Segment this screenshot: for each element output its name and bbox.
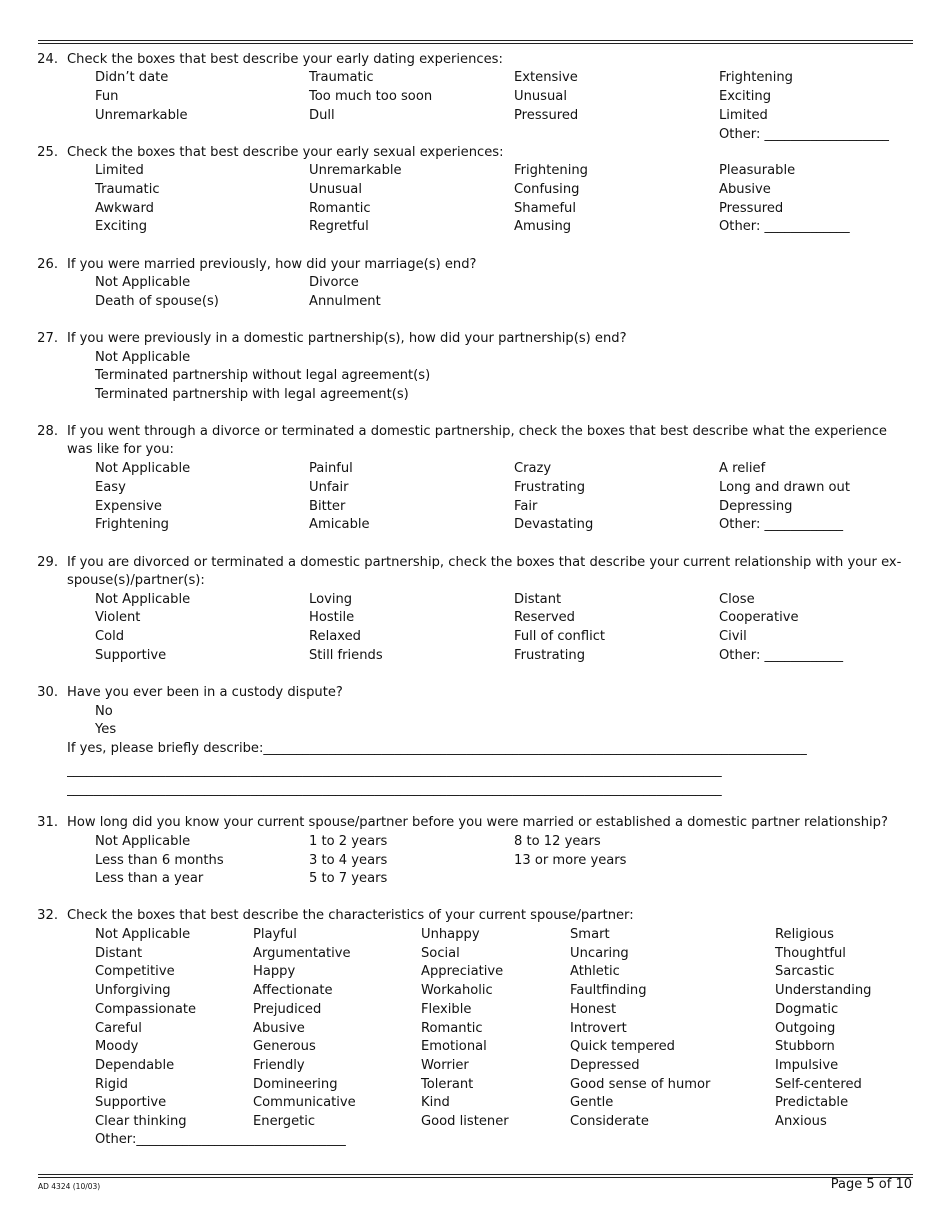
characteristic-option[interactable]: Social: [421, 945, 460, 961]
question-text: If you are divorced or terminated a domestic partnership, check the boxes that describe your current relationship with your ex-: [67, 555, 902, 570]
option[interactable]: Cold: [95, 629, 125, 644]
question-text: Have you ever been in a custody dispute?: [67, 685, 343, 700]
question-text: If you were previously in a domestic partnership(s), how did your partnership(s) end?: [67, 331, 627, 346]
characteristic-option[interactable]: Domineering: [253, 1076, 338, 1092]
characteristic-option[interactable]: Introvert: [570, 1020, 627, 1036]
option[interactable]: Extensive: [514, 70, 578, 85]
question-number: 25.: [37, 145, 58, 160]
characteristic-option[interactable]: Kind: [421, 1095, 450, 1111]
bottom-rule: [38, 1177, 913, 1178]
page-number: Page 5 of 10: [830, 1177, 912, 1192]
question-number: 31.: [37, 815, 58, 830]
question-text: If you were married previously, how did your marriage(s) end?: [67, 257, 477, 272]
characteristic-option[interactable]: Careful: [95, 1020, 142, 1036]
characteristic-option[interactable]: Quick tempered: [570, 1039, 675, 1055]
characteristic-option[interactable]: Workaholic: [421, 983, 493, 999]
question-number: 27.: [37, 331, 58, 346]
question-text: Check the boxes that best describe your early sexual experiences:: [67, 145, 504, 160]
characteristic-option[interactable]: Smart: [570, 927, 610, 942]
characteristic-option[interactable]: Energetic: [253, 1114, 316, 1129]
characteristic-option[interactable]: Honest: [570, 1001, 617, 1017]
option[interactable]: 13 or more years: [514, 853, 627, 868]
option[interactable]: 5 to 7 years: [309, 871, 388, 886]
other-field[interactable]: Other: ____________: [719, 648, 844, 663]
characteristic-option[interactable]: Predictable: [775, 1095, 849, 1111]
option[interactable]: Regretful: [309, 219, 369, 234]
option[interactable]: 1 to 2 years: [309, 834, 388, 849]
characteristic-option[interactable]: Uncaring: [570, 945, 629, 961]
option[interactable]: Bitter: [309, 499, 346, 514]
characteristic-option[interactable]: Flexible: [421, 1001, 472, 1017]
top-rule: [38, 40, 913, 41]
option[interactable]: Distant: [514, 592, 562, 607]
characteristic-option[interactable]: Depressed: [570, 1057, 640, 1073]
characteristic-option[interactable]: Moody: [95, 1039, 139, 1055]
option[interactable]: Civil: [719, 629, 747, 644]
option[interactable]: Didn’t date: [95, 70, 169, 85]
option[interactable]: Limited: [95, 163, 144, 178]
option[interactable]: Pleasurable: [719, 163, 796, 178]
characteristic-option[interactable]: Sarcastic: [775, 964, 835, 980]
option[interactable]: Fair: [514, 499, 538, 514]
characteristic-option[interactable]: Dependable: [95, 1057, 175, 1073]
option[interactable]: Not Applicable: [95, 275, 191, 290]
other-field[interactable]: Other: ____________: [719, 517, 844, 532]
characteristic-option[interactable]: Appreciative: [421, 964, 504, 980]
option[interactable]: Supportive: [95, 648, 167, 663]
question-text-continued: was like for you:: [67, 442, 174, 457]
question-number: 28.: [37, 424, 58, 439]
option[interactable]: Dull: [309, 108, 335, 123]
characteristic-option[interactable]: Compassionate: [95, 1001, 197, 1017]
option[interactable]: Still friends: [309, 648, 383, 663]
option[interactable]: Frustrating: [514, 648, 586, 663]
characteristic-option[interactable]: Self-centered: [775, 1076, 862, 1092]
option[interactable]: Close: [719, 592, 755, 607]
option-no[interactable]: No: [95, 704, 113, 719]
characteristic-option[interactable]: Tolerant: [421, 1076, 474, 1092]
option[interactable]: Loving: [309, 592, 353, 607]
option[interactable]: Awkward: [95, 201, 154, 216]
characteristic-option[interactable]: Argumentative: [253, 945, 351, 961]
option[interactable]: Exciting: [95, 219, 148, 234]
option[interactable]: Frightening: [95, 517, 169, 532]
describe-blank-line[interactable]: ____________________________________________________________________________________________________: [67, 782, 722, 797]
question-number: 26.: [37, 257, 58, 272]
option[interactable]: Not Applicable: [95, 592, 191, 607]
top-rule: [38, 43, 913, 44]
characteristic-option[interactable]: Gentle: [570, 1095, 614, 1111]
option[interactable]: Devastating: [514, 517, 594, 532]
characteristic-option[interactable]: Understanding: [775, 983, 872, 999]
characteristic-option[interactable]: Outgoing: [775, 1020, 836, 1036]
characteristic-option[interactable]: Religious: [775, 927, 834, 942]
characteristic-option[interactable]: Abusive: [253, 1020, 305, 1036]
option[interactable]: Amusing: [514, 219, 572, 234]
option[interactable]: Not Applicable: [95, 350, 191, 365]
option[interactable]: Relaxed: [309, 629, 361, 644]
describe-field[interactable]: If yes, please briefly describe:___________________________________________________________________________________: [67, 741, 807, 756]
option[interactable]: 8 to 12 years: [514, 834, 601, 849]
option[interactable]: Crazy: [514, 461, 552, 476]
option[interactable]: Terminated partnership without legal agreement(s): [95, 368, 431, 383]
characteristic-option[interactable]: Anxious: [775, 1114, 827, 1129]
option[interactable]: 3 to 4 years: [309, 853, 388, 868]
option[interactable]: Hostile: [309, 610, 355, 625]
option[interactable]: Expensive: [95, 499, 162, 514]
option[interactable]: Pressured: [719, 201, 784, 216]
option[interactable]: Less than 6 months: [95, 853, 224, 868]
option[interactable]: Unremarkable: [309, 163, 402, 178]
option[interactable]: Long and drawn out: [719, 480, 850, 495]
option[interactable]: Less than a year: [95, 871, 204, 886]
characteristic-option[interactable]: Emotional: [421, 1039, 487, 1055]
characteristic-option[interactable]: Generous: [253, 1039, 316, 1055]
question-number: 32.: [37, 908, 58, 923]
describe-blank-line[interactable]: ____________________________________________________________________________________________________: [67, 763, 722, 778]
question-text-continued: spouse(s)/partner(s):: [67, 573, 205, 588]
characteristic-option[interactable]: Faultfinding: [570, 983, 647, 999]
bottom-rule: [38, 1174, 913, 1175]
option[interactable]: Painful: [309, 461, 353, 476]
characteristic-option[interactable]: Good listener: [421, 1114, 509, 1129]
characteristic-option[interactable]: Dogmatic: [775, 1001, 839, 1017]
option[interactable]: Unremarkable: [95, 108, 188, 123]
characteristic-option[interactable]: Impulsive: [775, 1057, 839, 1073]
characteristic-option[interactable]: Affectionate: [253, 983, 333, 999]
characteristic-option[interactable]: Distant: [95, 945, 143, 961]
question-text: How long did you know your current spouse/partner before you were married or established a domestic partner relationship?: [67, 815, 888, 830]
question-text: Check the boxes that best describe your early dating experiences:: [67, 52, 503, 67]
characteristic-option[interactable]: Unhappy: [421, 927, 480, 942]
option[interactable]: Violent: [95, 610, 141, 625]
option[interactable]: Fun: [95, 89, 119, 104]
option[interactable]: Easy: [95, 480, 126, 495]
characteristic-option[interactable]: Thoughtful: [775, 945, 846, 961]
option[interactable]: Terminated partnership with legal agreement(s): [95, 387, 409, 402]
characteristic-option[interactable]: Considerate: [570, 1114, 649, 1129]
option[interactable]: Reserved: [514, 610, 575, 625]
option[interactable]: Abusive: [719, 182, 771, 197]
characteristic-option[interactable]: Competitive: [95, 964, 175, 980]
option[interactable]: Frustrating: [514, 480, 586, 495]
option[interactable]: Frightening: [514, 163, 588, 178]
option[interactable]: Pressured: [514, 108, 579, 123]
option[interactable]: Romantic: [309, 201, 371, 216]
option[interactable]: Not Applicable: [95, 461, 191, 476]
characteristic-option[interactable]: Happy: [253, 964, 296, 980]
option[interactable]: Cooperative: [719, 610, 799, 625]
characteristic-option[interactable]: Supportive: [95, 1095, 167, 1111]
option[interactable]: Traumatic: [95, 182, 160, 197]
question-number: 24.: [37, 52, 58, 67]
option[interactable]: Frightening: [719, 70, 793, 85]
option[interactable]: Limited: [719, 108, 768, 123]
option-yes[interactable]: Yes: [95, 722, 117, 737]
option[interactable]: Annulment: [309, 294, 381, 309]
question-number: 29.: [37, 555, 58, 570]
option[interactable]: Divorce: [309, 275, 359, 290]
option[interactable]: Amicable: [309, 517, 370, 532]
option[interactable]: Depressing: [719, 499, 793, 514]
question-number: 30.: [37, 685, 58, 700]
option[interactable]: Unusual: [309, 182, 362, 197]
other-field[interactable]: Other: _____________: [719, 219, 850, 234]
option[interactable]: Exciting: [719, 89, 772, 104]
option[interactable]: Confusing: [514, 182, 580, 197]
other-field[interactable]: Other: ___________________: [719, 127, 889, 142]
option[interactable]: A relief: [719, 461, 766, 476]
option[interactable]: Shameful: [514, 201, 576, 216]
characteristic-option[interactable]: Romantic: [421, 1020, 483, 1036]
form-id: AD 4324 (10/03): [38, 1182, 101, 1191]
option[interactable]: Not Applicable: [95, 834, 191, 849]
characteristic-option[interactable]: Friendly: [253, 1057, 305, 1073]
characteristic-option[interactable]: Clear thinking: [95, 1114, 187, 1129]
option[interactable]: Too much too soon: [309, 89, 433, 104]
characteristic-option[interactable]: Playful: [253, 927, 297, 942]
characteristic-option[interactable]: Not Applicable: [95, 927, 191, 942]
characteristic-option[interactable]: Worrier: [421, 1057, 469, 1073]
characteristic-option[interactable]: Athletic: [570, 964, 620, 980]
option[interactable]: Unfair: [309, 480, 349, 495]
option[interactable]: Death of spouse(s): [95, 294, 219, 309]
option[interactable]: Unusual: [514, 89, 567, 104]
question-text: Check the boxes that best describe the characteristics of your current spouse/partner:: [67, 908, 634, 923]
characteristic-option[interactable]: Rigid: [95, 1076, 128, 1092]
characteristic-option[interactable]: Communicative: [253, 1095, 356, 1111]
characteristic-option[interactable]: Good sense of humor: [570, 1076, 711, 1092]
characteristic-option[interactable]: Prejudiced: [253, 1001, 322, 1017]
characteristic-option[interactable]: Stubborn: [775, 1039, 835, 1055]
question-text: If you went through a divorce or terminated a domestic partnership, check the boxes that best describe what the experience: [67, 424, 887, 439]
option[interactable]: Traumatic: [309, 70, 374, 85]
other-field[interactable]: Other:________________________________: [95, 1132, 346, 1147]
option[interactable]: Full of conflict: [514, 629, 606, 644]
characteristic-option[interactable]: Unforgiving: [95, 983, 171, 999]
